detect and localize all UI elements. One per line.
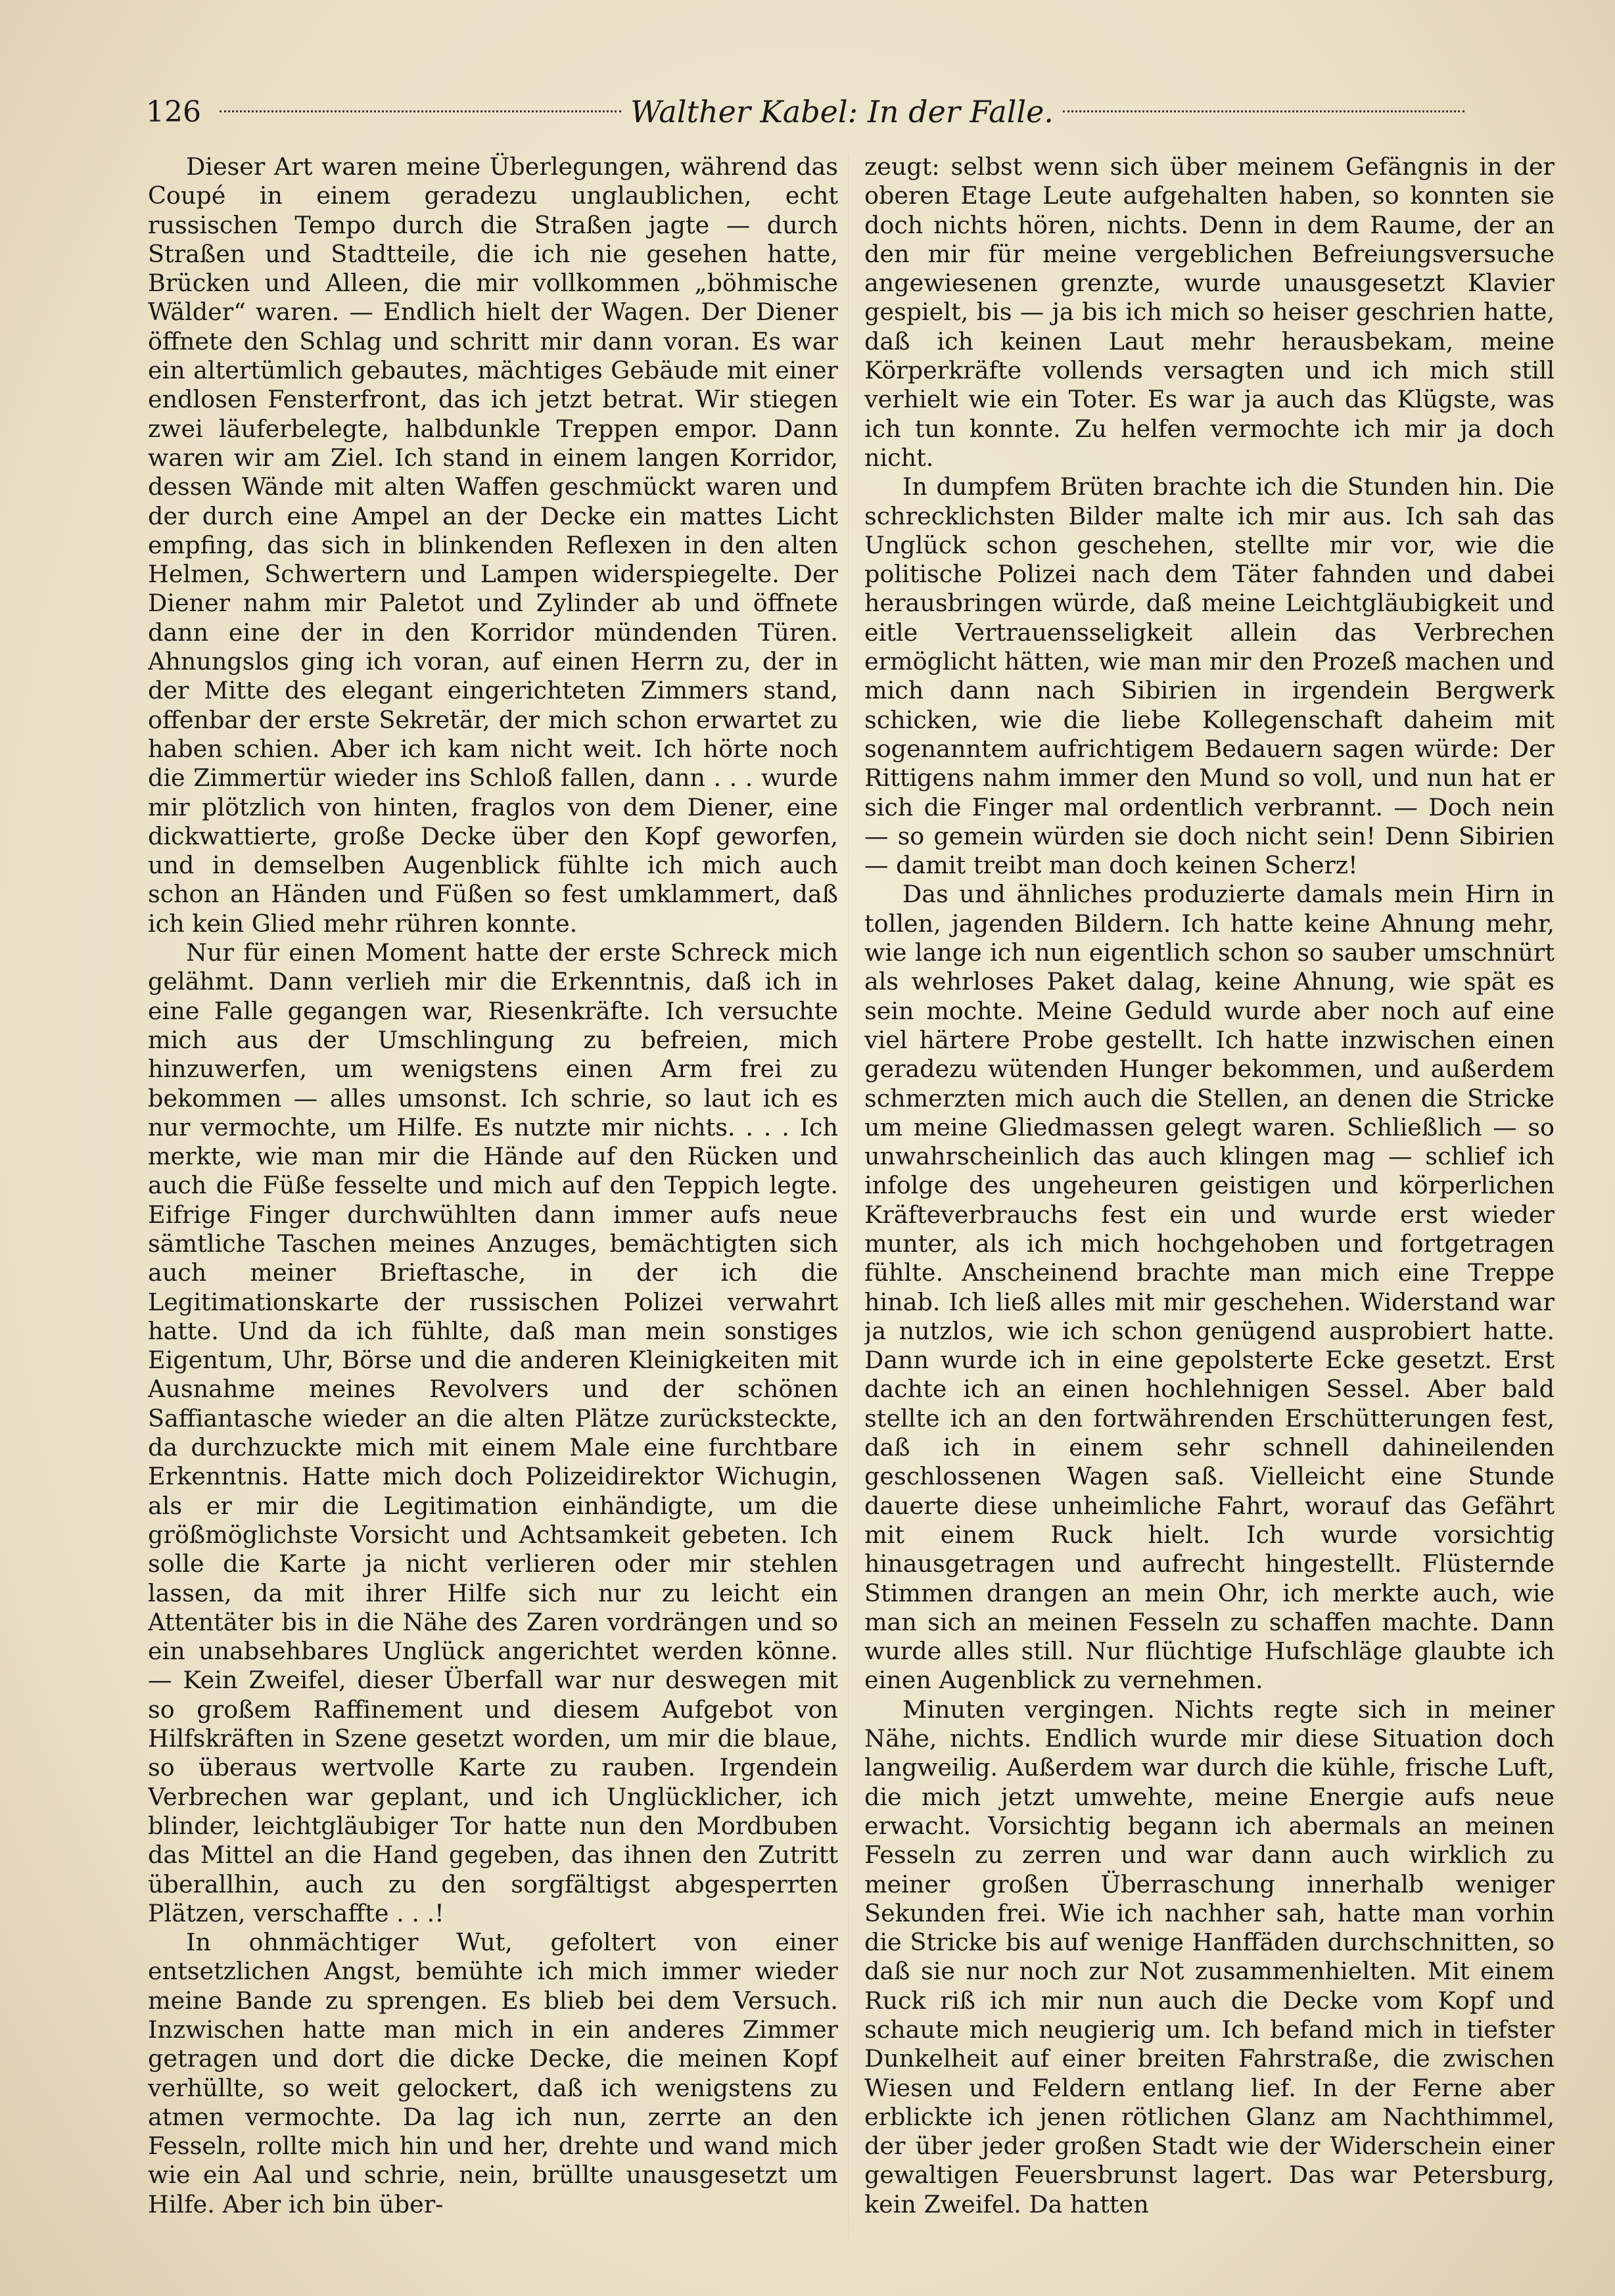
- page-header: [146, 92, 1474, 131]
- paragraph: Minuten vergingen. Nichts regte sich in meiner Nähe, nichts. Endlich wurde mir diese Situation doch langweilig. Außerdem war durch die kühle, frische Luft, die mich jetzt umwehte, meine Energie aufs neue erwacht. Vorsichtig begann ich abermals an meinen Fesseln zu zerren und war dann auch wirklich zu meiner großen Überraschung innerhalb weniger Sekunden frei. Wie ich nachher sah, hatte man vorhin die Stricke bis auf wenige Hanffäden durchschnitten, so daß sie nur noch zur Not zusammenhielten. Mit einem Ruck riß ich mir nun auch die Decke vom Kopf und schaute mich neugierig um. Ich befand mich in tiefster Dunkelheit auf einer breiten Fahrstraße, die zwischen Wiesen und Feldern entlang lief. In der Ferne aber erblickte ich jenen rötlichen Glanz am Nachthimmel, der über jeder großen Stadt wie der Widerschein einer gewaltigen Feuersbrunst lagert. Das war Petersburg, kein Zweifel. Da hatten: [864, 1695, 1555, 2218]
- column-gutter: [848, 154, 849, 2238]
- left-column: [148, 152, 838, 2242]
- paragraph: zeugt: selbst wenn sich über meinem Gefängnis in der oberen Etage Leute aufgehalten haben, so konnten sie doch nichts hören, nichts. Denn in dem Raume, der an den mir für meine vergeblichen Befreiungsversuche angewiesenen grenzte, wurde unausgesetzt Klavier gespielt, bis — ja bis ich mich so heiser geschrien hatte, daß ich keinen Laut mehr herausbekam, meine Körperkräfte vollends versagten und ich mich still verhielt wie ein Toter. Es war ja auch das Klügste, was ich tun konnte. Zu helfen vermochte ich mir ja doch nicht.: [864, 152, 1555, 472]
- page-number: 126: [146, 95, 201, 129]
- right-column: [864, 152, 1555, 2242]
- paragraph: Dieser Art waren meine Überlegungen, während das Coupé in einem geradezu unglaublichen, echt russischen Tempo durch die Straßen jagte — durch Straßen und Stadtteile, die ich nie gesehen hatte, Brücken und Alleen, die mir vollkommen „böhmische Wälder“ waren. — Endlich hielt der Wagen. Der Diener öffnete den Schlag und schritt mir dann voran. Es war ein altertümlich gebautes, mächtiges Gebäude mit einer endlosen Fensterfront, das ich jetzt betrat. Wir stiegen zwei läuferbelegte, halbdunkle Treppen empor. Dann waren wir am Ziel. Ich stand in einem langen Korridor, dessen Wände mit alten Waffen geschmückt waren und der durch eine Ampel an der Decke ein mattes Licht empfing, das sich in blinkenden Reflexen in den alten Helmen, Schwertern und Lampen widerspiegelte. Der Diener nahm mir Paletot und Zylinder ab und öffnete dann eine der in den Korridor mündenden Türen. Ahnungslos ging ich voran, auf einen Herrn zu, der in der Mitte des elegant eingerichteten Zimmers stand, offenbar der erste Sekretär, der mich schon erwartet zu haben schien. Aber ich kam nicht weit. Ich hörte noch die Zimmertür wieder ins Schloß fallen, dann . . . wurde mir plötzlich von hinten, fraglos von dem Diener, eine dickwattierte, große Decke über den Kopf geworfen, und in demselben Augenblick fühlte ich mich auch schon an Händen und Füßen so fest umklammert, daß ich kein Glied mehr rühren konnte.: [148, 152, 838, 938]
- header-ornament-left: [220, 110, 621, 114]
- paragraph: In dumpfem Brüten brachte ich die Stunden hin. Die schrecklichsten Bilder malte ich mir aus. Ich sah das Unglück schon geschehen, stellte mir vor, wie die politische Polizei nach dem Täter fahnden und dabei herausbringen würde, daß meine Leichtgläubigkeit und eitle Vertrauensseligkeit allein das Verbrechen ermöglicht hätten, wie man mir den Prozeß machen und mich dann nach Sibirien in irgendein Bergwerk schicken, wie die liebe Kollegenschaft daheim mit sogenanntem aufrichtigem Bedauern sagen würde: Der Rittigens nahm immer den Mund so voll, und nun hat er sich die Finger mal ordentlich verbrannt. — Doch nein — so gemein würden sie doch nicht sein! Denn Sibirien — damit treibt man doch keinen Scherz!: [864, 472, 1555, 880]
- paragraph: Das und ähnliches produzierte damals mein Hirn in tollen, jagenden Bildern. Ich hatte keine Ahnung mehr, wie lange ich nun eigentlich schon so sauber umschnürt als wehrloses Paket dalag, keine Ahnung, wie spät es sein mochte. Meine Geduld wurde aber noch auf eine viel härtere Probe gestellt. Ich hatte inzwischen einen geradezu wütenden Hunger bekommen, und außerdem schmerzten mich auch die Stellen, an denen die Stricke um meine Gliedmassen gelegt waren. Schließlich — so unwahrscheinlich das auch klingen mag — schlief ich infolge des ungeheuren geistigen und körperlichen Kräfteverbrauchs fest ein und wurde erst wieder munter, als ich mich hochgehoben und fortgetragen fühlte. Anscheinend brachte man mich eine Treppe hinab. Ich ließ alles mit mir geschehen. Widerstand war ja nutzlos, wie ich schon genügend ausprobiert hatte. Dann wurde ich in eine gepolsterte Ecke gesetzt. Erst dachte ich an einen hochlehnigen Sessel. Aber bald stellte ich an den fortwährenden Erschütterungen fest, daß ich in einem sehr schnell dahineilenden geschlossenen Wagen saß. Vielleicht eine Stunde dauerte diese unheimliche Fahrt, worauf das Gefährt mit einem Ruck hielt. Ich wurde vorsichtig hinausgetragen und aufrecht hingestellt. Flüsternde Stimmen drangen an mein Ohr, ich merkte auch, wie man sich an meinen Fesseln zu schaffen machte. Dann wurde alles still. Nur flüchtige Hufschläge glaubte ich einen Augenblick zu vernehmen.: [864, 880, 1555, 1695]
- paragraph: Nur für einen Moment hatte der erste Schreck mich gelähmt. Dann verlieh mir die Erkenntnis, daß ich in eine Falle gegangen war, Riesenkräfte. Ich versuchte mich aus der Umschlingung zu befreien, mich hinzuwerfen, um wenigstens einen Arm frei zu bekommen — alles umsonst. Ich schrie, so laut ich es nur vermochte, um Hilfe. Es nutzte mir nichts. . . . Ich merkte, wie man mir die Hände auf den Rücken und auch die Füße fesselte und mich auf den Teppich legte. Eifrige Finger durchwühlten dann immer aufs neue sämtliche Taschen meines Anzuges, bemächtigten sich auch meiner Brieftasche, in der ich die Legitimationskarte der russischen Polizei verwahrt hatte. Und da ich fühlte, daß man mein sonstiges Eigentum, Uhr, Börse und die anderen Kleinigkeiten mit Ausnahme meines Revolvers und der schönen Saffiantasche wieder an die alten Plätze zurücksteckte, da durchzuckte mich mit einem Male eine furchtbare Erkenntnis. Hatte mich doch Polizeidirektor Wichugin, als er mir die Legitimation einhändigte, um die größmöglichste Vorsicht und Achtsamkeit gebeten. Ich solle die Karte ja nicht verlieren oder mir stehlen lassen, da mit ihrer Hilfe sich nur zu leicht ein Attentäter bis in die Nähe des Zaren vordrängen und so ein unabsehbares Unglück angerichtet werden könne. — Kein Zweifel, dieser Überfall war nur deswegen mit so großem Raffinement und diesem Aufgebot von Hilfskräften in Szene gesetzt worden, um mir die blaue, so überaus wertvolle Karte zu rauben. Irgendein Verbrechen war geplant, und ich Unglücklicher, ich blinder, leichtgläubiger Tor hatte nun den Mordbuben das Mittel an die Hand gegeben, das ihnen den Zutritt überallhin, auch zu den sorgfältigst abgesperrten Plätzen, verschaffte . . .!: [148, 938, 838, 1927]
- header-ornament-right: [1063, 110, 1464, 114]
- paragraph: In ohnmächtiger Wut, gefoltert von einer entsetzlichen Angst, bemühte ich mich immer wieder meine Bande zu sprengen. Es blieb bei dem Versuch. Inzwischen hatte man mich in ein anderes Zimmer getragen und dort die dicke Decke, die meinen Kopf verhüllte, so weit gelockert, daß ich wenigstens zu atmen vermochte. Da lag ich nun, zerrte an den Fesseln, rollte mich hin und her, drehte und wand mich wie ein Aal und schrie, nein, brüllte unausgesetzt um Hilfe. Aber ich bin über-: [148, 1928, 838, 2218]
- running-title: Walther Kabel: In der Falle.: [630, 94, 1054, 129]
